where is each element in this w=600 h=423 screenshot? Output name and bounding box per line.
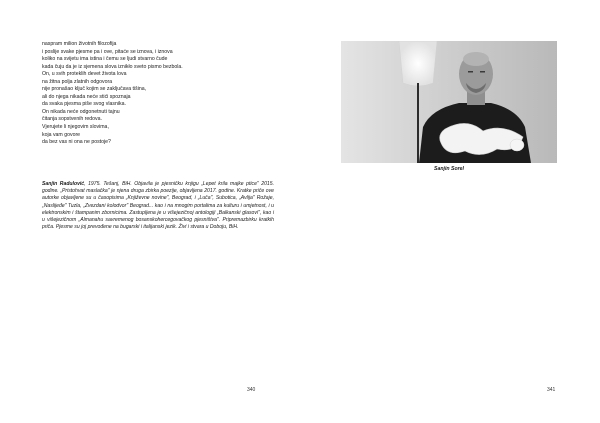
poem-line: nije pronašao ključ kojim se zaključava tišina,	[42, 86, 147, 93]
poem-line: da bez vas ni ona ne postoje?	[42, 139, 111, 146]
photo-caption: Sanjin Sorel	[434, 166, 464, 172]
author-name: Sanjin Radulović	[42, 181, 85, 187]
poem-line: On, u svih proteklih devet života lova	[42, 71, 127, 78]
author-bio	[42, 181, 274, 231]
poem-line: koliko na svijetu ima istina i čemu se ljudi stvarno čude	[42, 56, 168, 63]
poem-line: ali do njega nikada neće stići spoznaja	[42, 93, 131, 100]
author-photo	[341, 41, 557, 163]
page-number-left: 340	[247, 387, 256, 393]
poem-line: čitanja sopstvenih redova.	[42, 116, 102, 123]
poem-line: da svaka pjesma piše svog vlasnika.	[42, 101, 126, 108]
poem-line: kada čuju da je iz sjemena slova iznikło sveto pismo bezbola.	[42, 63, 183, 70]
bio-text: , 1975. Tešanj, BiH. Objavila je pjesničku knjigu „Lepet krila majke ptice" 2015. godine. „Pristohvat maslačka" je njena druga zbirka poezije, objavljena 2017. godine. Kratke priče ove autorke objavljene su u časopisima „Književne novine", Beograd, i „Luča", Subotica, „Avlija" Rožaje, „Naslijeđe" Tuzla, „Zvezdani kolodvor" Beograd... kao i na mnogim portalima za kulturu i umjetnost, i u elektronskim i štampanim zbornicima. Zastupljena je u višejezičnoj antologiji „Balkanski glasovi", kao i u višejezičnom „Almanahu savremenog bosanskohercegovačkog pjesništva". Pripremazbirku kratkih priča. Pjesme su joj prevođene na bugarski i italijanski jezik. Živi i stvara u Doboju, BiH.	[42, 181, 274, 231]
poem-line: On nikada neće odgonetnuti tajnu	[42, 108, 120, 115]
page-number-right: 341	[547, 387, 556, 393]
poem	[42, 41, 272, 147]
poem-line: na žitna polja zlatnih odgovora	[42, 78, 113, 85]
poem-line: Vjerujete li njegovim slovima,	[42, 124, 109, 131]
poem-line: naspram milion životnih filozofija	[42, 41, 117, 47]
right-page	[300, 0, 600, 423]
poem-line: i poslije svake pjesme pa i ove, pitaće se iznova, i iznova	[42, 48, 173, 55]
poem-line: koja vam govore	[42, 131, 81, 138]
